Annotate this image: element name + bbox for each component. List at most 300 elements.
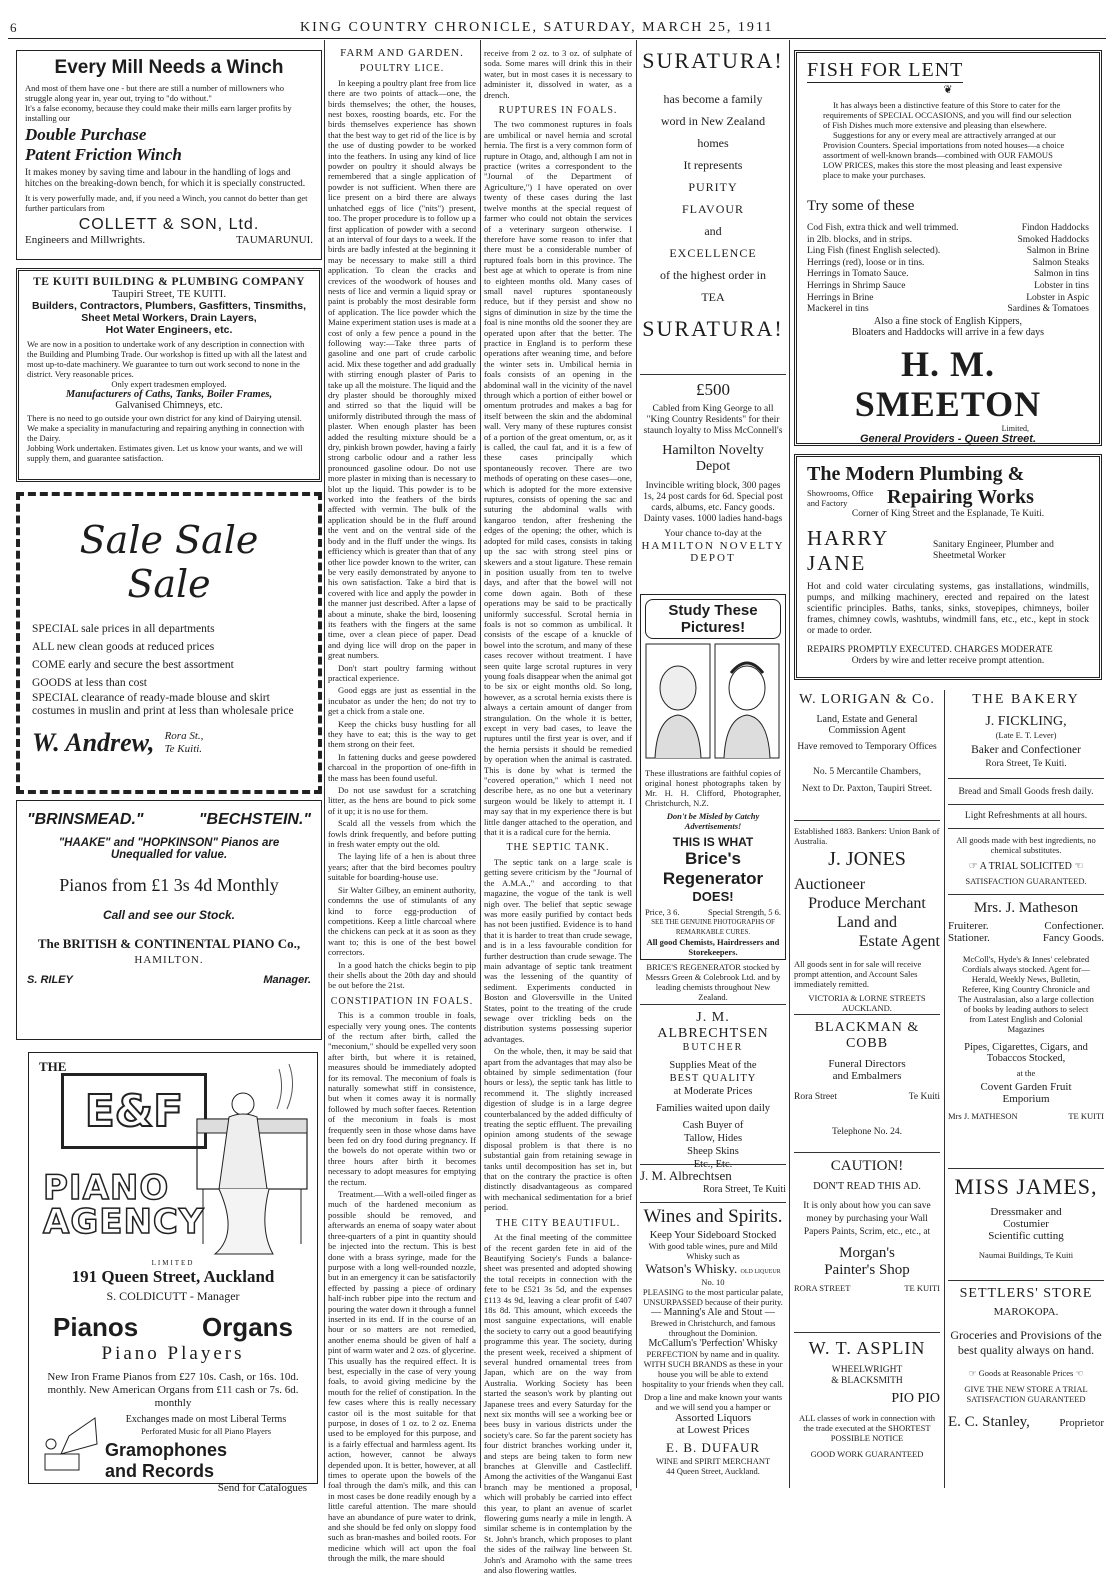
pointing-hand-icon: ☞ (968, 1368, 977, 1378)
asplin-ad (794, 1338, 940, 1488)
collett-firm: COLLETT & SON, Ltd. (78, 216, 260, 233)
watsons-number: No. 10 (701, 1277, 725, 1287)
blackman-line: Funeral Directors (828, 1058, 906, 1070)
fish-item: Lobster in Aspic (1026, 292, 1089, 303)
albrecht-line: at Moderate Prices (673, 1086, 753, 1097)
city-beautiful-heading: THE CITY BEAUTIFUL. (495, 1217, 621, 1229)
dufaur-addr: 44 Queen Street, Auckland. (666, 1466, 760, 1476)
piano-call: Call and see our Stock. (102, 908, 236, 922)
lorigan-established: Established 1883. Bankers: Union Bank of Australia. (794, 826, 940, 846)
albrechtsen-addr: Rora Street, Te Kuiti (703, 1184, 786, 1195)
albrecht-line: Cash Buyer of (682, 1120, 744, 1131)
jones-line: Estate Agent (858, 933, 940, 950)
jones-line: Auctioneer (794, 876, 866, 893)
stanley-name: E. C. Stanley, (948, 1414, 1030, 1430)
sale-line: SPECIAL sale prices in all departments (32, 623, 215, 635)
fish-item: Salmon in Brine (1026, 246, 1089, 257)
pointing-hand-icon: ☜ (1074, 861, 1084, 872)
butcher: BUTCHER (682, 1042, 744, 1053)
fish-item: Lobster in tins (1034, 280, 1089, 291)
albrechtsen-name: J. M. ALBRECHTSEN (657, 1010, 769, 1041)
andrew-name: W. Andrew, (32, 728, 155, 757)
miss-james-ad (948, 1174, 1104, 1274)
fish-item: in 2lb. blocks, and in strips. (807, 234, 913, 245)
smeeton-limited: Limited, (1001, 423, 1029, 433)
fish-row (807, 293, 1089, 305)
article-paragraph: The two commonest ruptures in foals are umbilical or navel hernia and scrotal hernia. The first is a very common form of rupture in Otago, and, although I am not in practice (writes a correspondent to the "Journal of the Department of Agriculture,") I have operated on over twenty of these cases during the last twelve months at the special request of farmer who could not obtain the services of a veterinary surgeon otherwise. I therefore have some reason to infer that there must be a considerable number of ruptured foals born in this province. The best age at which to operate is from nine to eighteen months old. Many cases of small navel ruptures spontaneously reduce, but if they persist and show no signs of diminution in size by the time the foal is nine months old the sooner they are operated upon after that the better. The practice in England is to perform these operations after weaning time, and before the winter sets in. Umbilical hernia in foals consists of an opening in the abdominal wall in the vicinity of the navel through which a portion of either bowel or omentum protrudes and makes a bag for itself between the skin and the abdominal wall. Very many of these ruptures consist of a portion of the great omentum, or, as it is called, the caul fat, and it is a few of these cases principally which spontaneously recover. There are two methods of operating on these cases—one, which is adopted for the more extensive ruptures, consists of opening the sac and suturing the abdominal walls with kangaroo tendon, after freshening the edges of the opening; the other, which is adopted for mild cases, consists in taking up the sac with strong steel pins or skewers and a stout ligature. These remain in position usually from ten to twelve days, and after that the bowel will not come down again. Both of these operations may be said to be practically uniformly successful. Scrotal hernia in foals is not so common as umbilical. It consists of the escape of a knuckle of bowel into the scrotum, and many of these cases recover without treatment. I have seen quite large scrotal ruptures in very young foals disappear when the animal got to be six or eight months old. So long, however, as a scrotal hernia exists there is always a certain amount of danger from strangulation. On the whole it is better, except in very bad cases, to leave the ruptures until the first year is over, and if the hernia persists it should be remedied by operation when the animal is castrated. This is done by what is termed the "covered operation," which I need not describe here, as no one but a veterinary surgeon would be likely to attempt it. I may say that in my experience there is but little danger attached to the operation, and that it is a radical cure for the hernia. (484, 119, 632, 838)
matheson-town: TE KUITI (1068, 1111, 1104, 1121)
tekuiti-line: Sheet Metal Workers, Drain Layers, (81, 312, 257, 324)
fish-row (807, 223, 1089, 235)
article-paragraph: The septic tank on a large scale is getting severe criticism by the "Journal of the A.M.A.," and according to that magazine, the vogue of the tank is well nigh over. The belief that septic sewage was more easily purified by contact beds has not been justified. Evidence is to hand that it is harder to treat than crude sewage, and is in a less favourable condition for further destruction than crude sewage. The main advantage of septic tank treatment was the lessening of the quantity of sediment. Experiments conducted in Boston and Gloversville in the United States, point to the treating of the crude sewage over trickling beds on the distribution systems possessing superior advantages. (484, 856, 632, 1044)
wines-mccallum: McCallum's 'Perfection' Whisky (648, 1338, 778, 1349)
bakery-trial: A TRIAL SOLICITED (979, 861, 1072, 872)
fish-item: Cod Fish, extra thick and well trimmed. (807, 223, 959, 233)
asplin-guarantee: GOOD WORK GUARANTEED (810, 1449, 924, 1459)
settlers-store-ad (948, 1286, 1104, 1488)
fickling-late: (Late E. T. Lever) (995, 730, 1057, 740)
wines-line: PLEASING to the most particular palate, UNSURPASSED because of their purity. (642, 1287, 784, 1307)
constipation-heading: CONSTIPATION IN FOALS. (330, 995, 474, 1007)
divider (948, 1280, 1104, 1281)
hamilton-name-2: HAMILTON NOVELTY (641, 540, 785, 552)
brice-this-is: THIS IS WHAT (672, 835, 754, 849)
fish-item: Salmon in tins (1034, 269, 1089, 280)
lorigan-line: Next to Dr. Paxton, Taupiri Street. (801, 784, 933, 794)
wines-line: PERFECTION by name and in quality. WITH SUCH BRANDS as these in your house you will be able to extend hospitality to your friends when they call. (642, 1349, 784, 1389)
albrecht-line: Supplies Meat of the (669, 1060, 757, 1071)
suratura-ad (640, 48, 786, 378)
page-number: 6 (10, 20, 17, 35)
study-heading (645, 599, 781, 639)
suratura-line: homes (697, 136, 729, 150)
matheson-text: McColl's, Hyde's & Innes' celebrated Cordials always stocked. Agent for—Herald, Weekly News, Bulletin, Referee, King Country Chronicle and The Australasian, also a large collection of books by leading authors to select from Latest English and Colonial Magazines (958, 954, 1094, 1034)
plumbing-repairs: REPAIRS PROMPTLY EXECUTED. CHARGES MODERATE (807, 645, 1053, 655)
article-paragraph: At the final meeting of the committee of the recent garden fete in aid of the Beautifying Society's Funds a balance-sheet was presented and adopted showing the total receipts in connection with the fete to be £521 3s 5d, and the expenses £113 4s 9d, leaving a clear profit of £407 18s 8d. This amount, which exceeds the most sanguine expectations, will enable the society to carry out a good beautifying programme this year. The society, during the present week, received a shipment of several hundred ornamental trees from Japan, which are on the way from Australia. Working Society has been started the season's work by planting out Japanese trees and every Saturday for the next six months will see a working bee or bees busy in various districts under the society's care. So far the parent society has four district branches working under it, and steps are being taken to form new branches at Glenville and Castlecliff. Among the activities of the Wanganui East branch may be mentioned a proposal, which will probably be carried into effect this year, to plant an avenue of scarlet flowering gums nearly a mile in length. A similar scheme is in contemplation by the St. John's branch, which proposes to plant the sides of the railway line between St. John's and Aramoho with the same trees and also flowering wattles. (484, 1232, 632, 1576)
matheson-pipes: Pipes, Cigarettes, Cigars, and Tobaccos Stocked, (964, 1042, 1088, 1064)
suratura-line: EXCELLENCE (669, 246, 757, 260)
albrecht-line: Sheep Skins (687, 1146, 739, 1157)
jones-name: J. JONES (828, 848, 906, 870)
plumbing-addr: Corner of King Street and the Esplanade, Te Kuiti. (851, 509, 1045, 519)
plumbing-title-2: Repairing Works (887, 486, 1034, 508)
albrechtsen-butcher-ad (640, 1010, 786, 1170)
article-paragraph: Treatment.—With a well-oiled finger as much of the hardened meconium as possible should be removed, and afterwards an enema of soapy water about three-quarters of a pint in quantity should be injected into the rectum. This is best done with a brass syringe, made for the purpose with a long well-rounded nozzle, but in an emergency it can be satisfactorily effected by passing a piece of ordinary half-inch rubber pipe into the rectum and pouring the water down it through a funnel inserted in its end. If in the course of an hour or so matters are not remedied, another enema should be given of half a pint of warm water and 2 ozs. of glycerine. This usually has the required effect. It is best, especially in the case of very young foals, to avoid giving medicine by the mouth for the relief of constipation. In the few cases where this is really necessary castor oil is the most suitable for that purpose, in doses of 1 oz. to 2 oz. Enema used to be employed for this purpose, and is a fairly effectual and harmless agent. Its action, however, cannot be always depended upon. It is better, however, at all times to operate upon the bowels of the foal through the dam's milk, and this can in most cases be done readily enough by a little careful attention. The mare should have an abundance of pure water to drink, and she should be fed only on sloppy food such as bran-mashes and boiled roots. For medicine which will act upon the foal through the milk, the mare should (328, 1189, 476, 1564)
suratura-title: SURATURA! (642, 48, 784, 73)
fish-title: FISH FOR LENT (807, 59, 964, 81)
suratura-line: PURITY (688, 180, 738, 194)
article-paragraph: receive from 2 oz. to 3 oz. of sulphate of soda. Some mares will drink this in their water, but in most cases it is necessary to administer it, dissolved in water, as a drench. (484, 48, 632, 100)
blackman-name: BLACKMAN & COBB (814, 1020, 920, 1051)
piano-manager: S. RILEY (27, 974, 73, 986)
divider (640, 1164, 786, 1165)
fish-text: Suggestions for any or every meal are attractively arranged at our Provision Counters. Special importations from noted houses—a choice assortment of well-known brands—combined with OUR FAMOUS LOW PRICES, makes this store the most pleasing and least expensive place to make your purchases. (823, 130, 1065, 180)
morgan-town: TE KUITI (904, 1283, 940, 1293)
fish-row (807, 304, 1089, 316)
tekuiti-line: Galvanised Chimneys, etc. (115, 400, 223, 411)
article-paragraph: Do not use sawdust for a scratching litter, as the hens are bound to pick some of it up; it is no use for them. (328, 785, 476, 816)
sale-line: SPECIAL clearance of ready-made blouse and skirt costumes in muslin and print at less than wholesale price (32, 692, 294, 717)
bakery-line: Bread and Small Goods fresh daily. (958, 787, 1094, 797)
pointing-hand-icon: ☜ (1075, 1368, 1084, 1378)
fish-list (807, 223, 1089, 316)
bakery-ad (948, 692, 1104, 892)
james-line: Naumai Buildings, Te Kuiti (978, 1250, 1074, 1260)
lorigan-line: Commission Agent (828, 725, 906, 736)
caution-title: CAUTION! (830, 1158, 904, 1174)
morgans: Morgan's (839, 1245, 895, 1261)
ef-agency-word: AGENCY (43, 1202, 205, 1242)
settlers-name: SETTLERS' STORE (959, 1286, 1093, 1301)
fish-item: Ling Fish (finest English selected). (807, 246, 941, 257)
covent-garden: Covent Garden Fruit (980, 1081, 1072, 1093)
winch-text: It's a false economy, because they could make their mills earn larger profits by installing our (25, 103, 292, 123)
hamilton-text: Invincible writing block, 300 pages 1s, 24 post cards for 6d. Special post cards, albums, etc. Fancy goods. Dainty vases. 1000 ladies hand-bags (643, 481, 783, 524)
column-divider (324, 40, 325, 1488)
divider (948, 1168, 1104, 1169)
fleuron-icon: ❦ (943, 84, 953, 96)
harry-jane-name: HARRY JANE (807, 526, 889, 575)
blackman-telephone: Telephone No. 24. (831, 1127, 903, 1137)
divider (948, 894, 1104, 895)
winch-text: It makes money by saving time and labour in the handling of logs and hitches on the breaking-down bench, for which it is specially constructed. (25, 168, 306, 189)
smeeton-sub: General Providers - Queen Street. (859, 432, 1037, 445)
fish-row (807, 235, 1089, 247)
brice-name: Brice's Regenerator (662, 849, 764, 888)
tekuiti-line: Builders, Contractors, Plumbers, Gasfitters, Tinsmiths, (31, 300, 307, 312)
brice-stockists: BRICE'S REGENERATOR stocked by Messrs Green & Colebrook Ltd. and by leading chemists throughout New Zealand. (645, 962, 781, 1002)
wines-line: Brewed in Christchurch, and famous throughout the Dominion. (650, 1318, 776, 1338)
settlers-town: MAROKOPA. (993, 1306, 1059, 1318)
tekuiti-text: Only expert tradesmen employed. (111, 379, 227, 389)
divider (794, 820, 940, 821)
article-paragraph: In fattening ducks and geese powdered charcoal in the proportion of one-fifth in the mass has been found useful. (328, 751, 476, 783)
pointing-hand-icon: ☞ (968, 861, 978, 872)
harry-jane-trade: Sanitary Engineer, Plumber and Sheetmetal Worker (932, 540, 1054, 561)
winch-sub: Engineers and Millwrights. (25, 234, 146, 246)
ef-piano-agency-ad (28, 1052, 318, 1494)
fish-try: Try some of these (807, 198, 915, 214)
article-paragraph: Keep the chicks busy hustling for all they have to eat; this is the way to get them strong on their feet. (328, 718, 476, 750)
settlers-line: Goods at Reasonable Prices (978, 1368, 1074, 1378)
lorigan-name: W. LORIGAN & Co. (799, 692, 935, 707)
ef-gramophones: Gramophones (105, 1440, 228, 1460)
watsons (640, 1261, 786, 1277)
suratura-line: and (704, 224, 722, 238)
suratura-line: TEA (701, 290, 725, 304)
tekuiti-building-ad (16, 268, 322, 482)
brice-strength: Special Strength, 5 6. (708, 907, 781, 917)
ef-prices: New Iron Frame Pianos from £27 10s. Cash, or 16s. 10d. monthly. New American Organs from £11 cash or 7s. 6d. monthly (47, 1371, 299, 1409)
piano-price: Pianos from £1 3s 4d Monthly (59, 875, 279, 895)
matheson-fruiterer: Fruiterer. (948, 920, 989, 932)
matheson-ad (948, 900, 1104, 1162)
wines-assorted: Assorted Liquors (674, 1412, 752, 1424)
fish-item: Findon Haddocks (1021, 223, 1089, 233)
ef-the: THE (39, 1059, 67, 1074)
tekuiti-line: Manufacturers of Caths, Tanks, Boiler Frames, (65, 389, 273, 400)
septic-tank-heading: THE SEPTIC TANK. (506, 842, 610, 854)
brice-price: Price, 3 6. (645, 907, 680, 917)
hamilton-amount: £500 (696, 380, 730, 399)
hamilton-name: Hamilton Novelty (662, 443, 764, 458)
matheson-name: Mrs. J. Matheson (973, 900, 1079, 916)
fish-item: Mackerel in tins (807, 304, 869, 315)
page-header (0, 6, 1114, 38)
divider (640, 1202, 786, 1203)
jones-line: All goods sent in for sale will receive prompt attention, and Account Sales immediately remitted. (794, 959, 922, 989)
albrecht-line: Etc., Etc. (693, 1159, 733, 1170)
engraved-portrait-icon (645, 643, 781, 759)
ruptures-heading: RUPTURES IN FOALS. (498, 105, 618, 117)
article-paragraph: This is a common trouble in foals, especially very young ones. The contents of the rectum after birth, called the "meconium," should be expelled very soon after birth, but where it is retained, measures should be immediately adopted for its removal. The meconium of foals is naturally somewhat stiff in consistence, but when it comes away it is normally followed by much softer faeces. Retention of the meconium in foals is most frequently seen in those whose dams have been fed on dry food during pregnancy. If the bowels do not operate within two or three hours after birth it becomes necessary to adopt measures for emptying the rectum. (328, 1010, 476, 1187)
ef-pianos: Pianos (53, 1312, 139, 1342)
column-divider (480, 40, 481, 1488)
asplin-line: WHEELWRIGHT (831, 1365, 903, 1375)
divider (640, 1004, 786, 1005)
smeeton-fish-ad (794, 50, 1102, 446)
tekuiti-title: TE KUITI BUILDING & PLUMBING COMPANY (33, 276, 305, 288)
brice-chemists: All good Chemists, Hairdressers and Storekeepers. (646, 937, 780, 957)
tekuiti-text: Jobbing Work undertaken. Estimates given. Let us know your wants, and we will supply them, and guarantee satisfaction. (27, 443, 303, 463)
farm-garden-heading: FARM AND GARDEN. (340, 47, 464, 59)
wines-manning: — Manning's Ale and Stout — (651, 1307, 775, 1318)
fish-row (807, 281, 1089, 293)
albrechtsen-name-2: J. M. Albrechtsen (640, 1168, 732, 1183)
tekuiti-line: Hot Water Engineers, etc. (105, 324, 233, 336)
farm-garden-column (328, 47, 476, 1564)
settlers-line: Groceries and Provisions of the best quality always on hand. (950, 1328, 1102, 1357)
winch-town: TAUMARUNUI. (235, 234, 313, 246)
albrecht-line: BEST QUALITY (669, 1073, 757, 1084)
study-line-2: Pictures! (680, 619, 746, 636)
bakery-guarantee: SATISFACTION GUARANTEED. (965, 876, 1087, 886)
divider (640, 374, 786, 375)
winch-big-1: Double Purchase (25, 125, 147, 144)
ef-catalogues: Send for Catalogues (217, 1482, 307, 1494)
ef-limited: LIMITED (151, 1259, 195, 1267)
brice-photographs: SEE THE GENUINE PHOTOGRAPHS OF REMARKABLE CURES. (651, 918, 775, 936)
lorigan-ad (794, 692, 940, 816)
james-line: Costumier (1003, 1218, 1049, 1230)
article-paragraph: On the whole, then, it may be said that apart from the advantages that may also be obtained by simple sedimentation (four hours or less), the septic tank has little to recommend it. The slightly increased digestion of sludge is in a large degree counterbalanced by the added difficulty of treating the septic effluent. The prevailing opinion among students of the sewage disposal problem is that there is no substantial gain from retaining sewage in tanks until decomposition has set in, but that on the contrary the practice is often distinctly disadvantageous as compared with mechanical sedimentation for a brief period. (484, 1046, 632, 1213)
tekuiti-addr: Taupiri Street, TE KUITI. (111, 288, 227, 300)
hamilton-depot-2: DEPOT (690, 552, 736, 564)
fish-row (807, 258, 1089, 270)
sale-ad (16, 492, 322, 794)
bakery-title: THE BAKERY (972, 692, 1080, 707)
ef-organs: Organs (201, 1312, 293, 1342)
brice-text: These illustrations are faithful copies of original honest photographs taken by Mr. H. H. Clifford, Photographer, Christchurch, N.Z. (645, 768, 781, 808)
asplin-line: & BLACKSMITH (831, 1376, 903, 1386)
sale-line: COME early and secure the best assortment (32, 659, 234, 671)
plumbing-orders: Orders by wire and letter receive prompt attention. (851, 656, 1045, 666)
bakery-line: Rora Street, Te Kuiti. (985, 759, 1067, 769)
wines-line: Drop a line and make known your wants and we will send you a hamper or (643, 1392, 783, 1412)
blackman-cobb-ad (794, 1020, 940, 1150)
ef-address: 191 Queen Street, Auckland (71, 1267, 275, 1286)
brinsmead: "BRINSMEAD." (27, 811, 144, 828)
old-liqueur: OLD LIQUEUR (740, 1269, 781, 1275)
article-paragraph: Sir Walter Gilbey, an eminent authority, condemns the use of stimulants of any kind to force egg-production of competitions. Keep a little charcoal where the chickens can peck at it as soon as they want to; this is one of the best bowel correctors. (328, 884, 476, 958)
ef-manager: S. COLDICUTT - Manager (106, 1289, 240, 1303)
study-line-1: Study These (668, 602, 758, 619)
piano-illustration-icon (189, 1059, 317, 1259)
brice-does: DOES! (692, 889, 734, 904)
fish-item: Sardines & Tomatoes (1007, 304, 1089, 315)
article-paragraph: Don't start poultry farming without practical experience. (328, 662, 476, 683)
wines-line: With good table wines, pure and Mild Whisky such as (648, 1241, 778, 1261)
james-line: Scientific cutting (988, 1230, 1064, 1242)
suratura-line: word in New Zealand (660, 114, 766, 128)
watsons-whisky: Watson's Whisky. (645, 1261, 738, 1276)
jones-line: Produce Merchant (808, 895, 926, 912)
smeeton-name: H. M. SMEETON (854, 343, 1042, 424)
dufaur-wines-ad (640, 1206, 786, 1488)
divider (794, 1014, 940, 1015)
jones-line: Land and (837, 914, 897, 931)
winch-text: And most of them have one - but there are still a number of millowners who struggle along year in, year out, trying to "do without." (25, 83, 284, 103)
divider (948, 828, 1104, 829)
lorigan-line: No. 5 Mercantile Chambers, (813, 767, 921, 777)
dufaur-sub: WINE and SPIRIT MERCHANT (655, 1456, 771, 1466)
matheson-fancy: Fancy Goods. (1042, 932, 1104, 944)
stanley-title: Proprietor (1059, 1417, 1104, 1429)
fish-item: Herrings in Tomato Sauce. (807, 269, 909, 280)
hamilton-novelty-ad (640, 380, 786, 590)
suratura-line: of the highest order in (660, 268, 766, 282)
caution-dont-read: DON'T READ THIS AD. (813, 1181, 921, 1192)
wines-line: Keep Your Sideboard Stocked (649, 1230, 777, 1241)
gramophone-icon (39, 1414, 99, 1474)
suratura-line: has become a family (663, 92, 763, 106)
divider (794, 1332, 940, 1333)
fish-kippers: Also a fine stock of English Kippers, (873, 315, 1023, 327)
blackman-town: Te Kuiti (908, 1092, 940, 1102)
bakery-line: All goods made with best ingredients, no chemical substitutes. (956, 835, 1096, 855)
andrew-town: Te Kuiti. (164, 743, 203, 755)
settlers-line: GIVE THE NEW STORE A TRIAL SATISFACTION GUARANTEED (964, 1384, 1088, 1404)
article-paragraph: The laying life of a hen is about three years; after that the bird becomes poultry suitable for boarding-house use. (328, 851, 476, 883)
wines-title: Wines and Spirits. (643, 1206, 783, 1227)
plumbing-showrooms: Showrooms, Office and Factory (807, 487, 874, 508)
jones-ad (794, 848, 940, 1013)
blackman-line: and Embalmers (832, 1070, 902, 1082)
fish-item: Herrings in Shrimp Sauce (807, 280, 906, 291)
emporium: Emporium (1002, 1093, 1050, 1105)
suratura-title-2: SURATURA! (642, 316, 784, 341)
fish-row (807, 269, 1089, 281)
matheson-sig: Mrs J. MATHESON (948, 1111, 1018, 1121)
dufaur-name: E. B. DUFAUR (665, 1440, 761, 1455)
piano-line: Unequalled for value. (110, 849, 228, 861)
hamilton-depot: Depot (695, 459, 731, 474)
ef-piano-word: PIANO (43, 1168, 170, 1208)
sale-line: GOODS at less than cost (32, 677, 147, 689)
tekuiti-text: We are now in a position to undertake work of any description in connection with the Building and Plumbing Trade. Our workshop is fitted up with all the latest and most up-to-date machinery. We guarantee to turn out work second to none in the district. Very reasonable prices. (27, 339, 307, 379)
piano-line: "HAAKE" and "HOPKINSON" Pianos are (58, 837, 280, 849)
fish-text: It has always been a distinctive feature of this Store to cater for the requirements of SPECIAL OCCASIONS, and you will find our selection of Fish Dishes much more extensive and pleasing than elsewhere. (823, 100, 1072, 130)
divider (948, 778, 1104, 779)
column-divider (944, 690, 945, 1488)
piano-co-ad (16, 800, 322, 1040)
ruptures-column (484, 48, 632, 1576)
column-divider (789, 40, 790, 1488)
column-divider (636, 40, 637, 1488)
bechstein: "BECHSTEIN." (198, 811, 311, 828)
article-paragraph: In a good hatch the chicks begin to pip their shells about the 20th day and should be out before the 21st. (328, 959, 476, 991)
albrecht-line: Families waited upon daily (655, 1103, 771, 1114)
masthead: KING COUNTRY CHRONICLE, SATURDAY, MARCH 25, 1911 (300, 20, 774, 35)
matheson-at-the: at the (1016, 1068, 1036, 1078)
fish-item: Herrings in Brine (807, 292, 874, 303)
jones-line: VICTORIA & LORNE STREETS (808, 993, 926, 1003)
brice-regenerator-ad (640, 594, 786, 960)
piano-town: HAMILTON. (134, 954, 204, 966)
fish-item: Salmon Steaks (1032, 257, 1089, 268)
article-paragraph: In keeping a poultry plant free from lice there are two points of attack—one, the birds themselves; the other, the houses, nest boxes, roosting boards, etc. For the birds themselves experience has shown that the best way to get rid of the lice is by the use of dusting powder to be worked into the feathers. In using any kind of lice powder on poultry it should always be remembered that a single application of powder is not sufficient. When there are lice present on a bird there are always unhatched eggs of lice ("nits") present, too. The proper procedure is to follow up a first application of powder with a second at an interval of four days to a week. If the birds are badly infested at the beginning it may be necessary to make still a third application. To clean the cracks and crevices of the woodwork of houses and nests of lice and vermin a liquid spray or paint is probably the most desirable form of application. The lice powder which the Maine experiment station uses is made at a cost of only a few pence a pound in the following way:—Take three parts of gasoline and one part of crude carbolic acid. Mix these together and add gradually with stirring enough plaster of Paris to take up all the moisture. The liquid and the dry plaster should be thoroughly mixed and stirred so that the liquid will be uniformly distributed through the mass of plaster. When enough plaster has been added the resulting mixture should be a dry, pinkish brown powder, having a fairly strong carbolic odour and a rather less pronounced gasoline odour. Do not use more plaster in mixing than is necessary to blot up the liquid. This powder is to be worked into the feathers of the birds affected with vermin. The bulk of the application should be in the fluff around the vent and on the ventral side of the body and in the fluff under the wings. Its efficiency which is greater than that of any other lice powder known to the writer, can be very easily demonstrated by anyone to his own satisfaction. Take a bird that is covered with lice and apply the powder in the manner just described. After a lapse of about a minute, shake the bird, loosening its feathers with the fingers at the same time, over a clean piece of paper. Dead and dying lice will drop on the paper in great numbers. (328, 77, 476, 661)
fish-bloaters: Bloaters and Haddocks will arrive in a few days (851, 326, 1045, 338)
suratura-line: FLAVOUR (681, 202, 745, 216)
morgan-caution-ad (794, 1158, 940, 1328)
plumbing-title: The Modern Plumbing & (807, 463, 1025, 485)
painters-shop: Painter's Shop (824, 1262, 910, 1278)
caution-text: It is only about how you can save money by purchasing your Wall Papers Paints, Scrim, etc., etc., at (803, 1201, 931, 1237)
piano-manager-title: Manager. (263, 974, 311, 986)
andrew-addr: Rora St., (164, 730, 204, 742)
header-rule (8, 38, 1106, 39)
ef-perforated: Perforated Music for all Piano Players (140, 1426, 272, 1436)
article-paragraph: Good eggs are just as essential in the incubator as under the hen; do not try to get a chick from a stale one. (328, 685, 476, 717)
james-name: MISS JAMES, (954, 1174, 1098, 1199)
brice-warning: Don't be Misled by Catchy Advertisements! (666, 811, 760, 831)
plumbing-text: Hot and cold water circulating systems, gas installations, windmills, pumps, and milking machinery, erected and repaired on the latest scientific principles. Baths, tanks, sinks, stovepipes, chimneys, boiler frames, chimney cowls, washtubs, windmill fans, etc., etc., kept in stock or made to order. (807, 582, 1089, 636)
lorigan-line: Land, Estate and General (816, 714, 918, 725)
divider (948, 804, 1104, 805)
blackman-street: Rora Street (794, 1092, 838, 1102)
ef-records: and Records (105, 1461, 215, 1481)
fickling-name: J. FICKLING, (985, 714, 1067, 729)
matheson-confectioner: Confectioner. (1044, 920, 1104, 932)
ef-exchanges: Exchanges made on most Liberal Terms (125, 1414, 287, 1425)
tekuiti-text: There is no need to go outside your own district for any kind of Dairying utensil. We make a speciality in manufacturing and repairing anything in connection with the Dairy. (27, 413, 305, 443)
fish-item: Herrings (red), loose or in tins. (807, 257, 925, 268)
bakery-line: Light Refreshments at all hours. (964, 811, 1088, 821)
asplin-name: W. T. ASPLIN (808, 1338, 926, 1358)
asplin-piopio: PIO PIO (891, 1391, 940, 1406)
asplin-line: ALL classes of work in connection with the trade executed at the SHORTEST POSSIBLE NOTICE (798, 1413, 936, 1443)
james-line: Dressmaker and (990, 1206, 1062, 1218)
suratura-line: It represents (683, 158, 743, 172)
albrecht-line: Tallow, Hides (683, 1133, 743, 1144)
piano-firm: The BRITISH & CONTINENTAL PIANO Co., (37, 936, 301, 951)
fish-row (807, 246, 1089, 258)
albrechtsen-ad-2 (640, 1168, 786, 1195)
morgan-street: RORA STREET (794, 1283, 851, 1293)
lorigan-line: Have removed to Temporary Offices (797, 742, 937, 752)
sale-title: Sale Sale Sale (79, 518, 259, 606)
winch-title: Every Mill Needs a Winch (54, 57, 284, 78)
bakery-line: Baker and Confectioner (971, 744, 1081, 756)
winch-ad (16, 50, 322, 260)
jones-line: AUCKLAND. (842, 1003, 892, 1013)
winch-text: It is very powerfully made, and, if you need a Winch, you cannot do better than get further particulars from (25, 193, 308, 213)
article-paragraph: Scald all the vessels from which the fowls drink frequently, and before putting in fresh water empty out the old. (328, 818, 476, 850)
ef-piano-players: Piano Players (101, 1343, 245, 1364)
ef-logo: E&F (61, 1073, 207, 1149)
poultry-lice-heading: POULTRY LICE. (359, 63, 445, 75)
wines-prices: at Lowest Prices (676, 1424, 750, 1436)
